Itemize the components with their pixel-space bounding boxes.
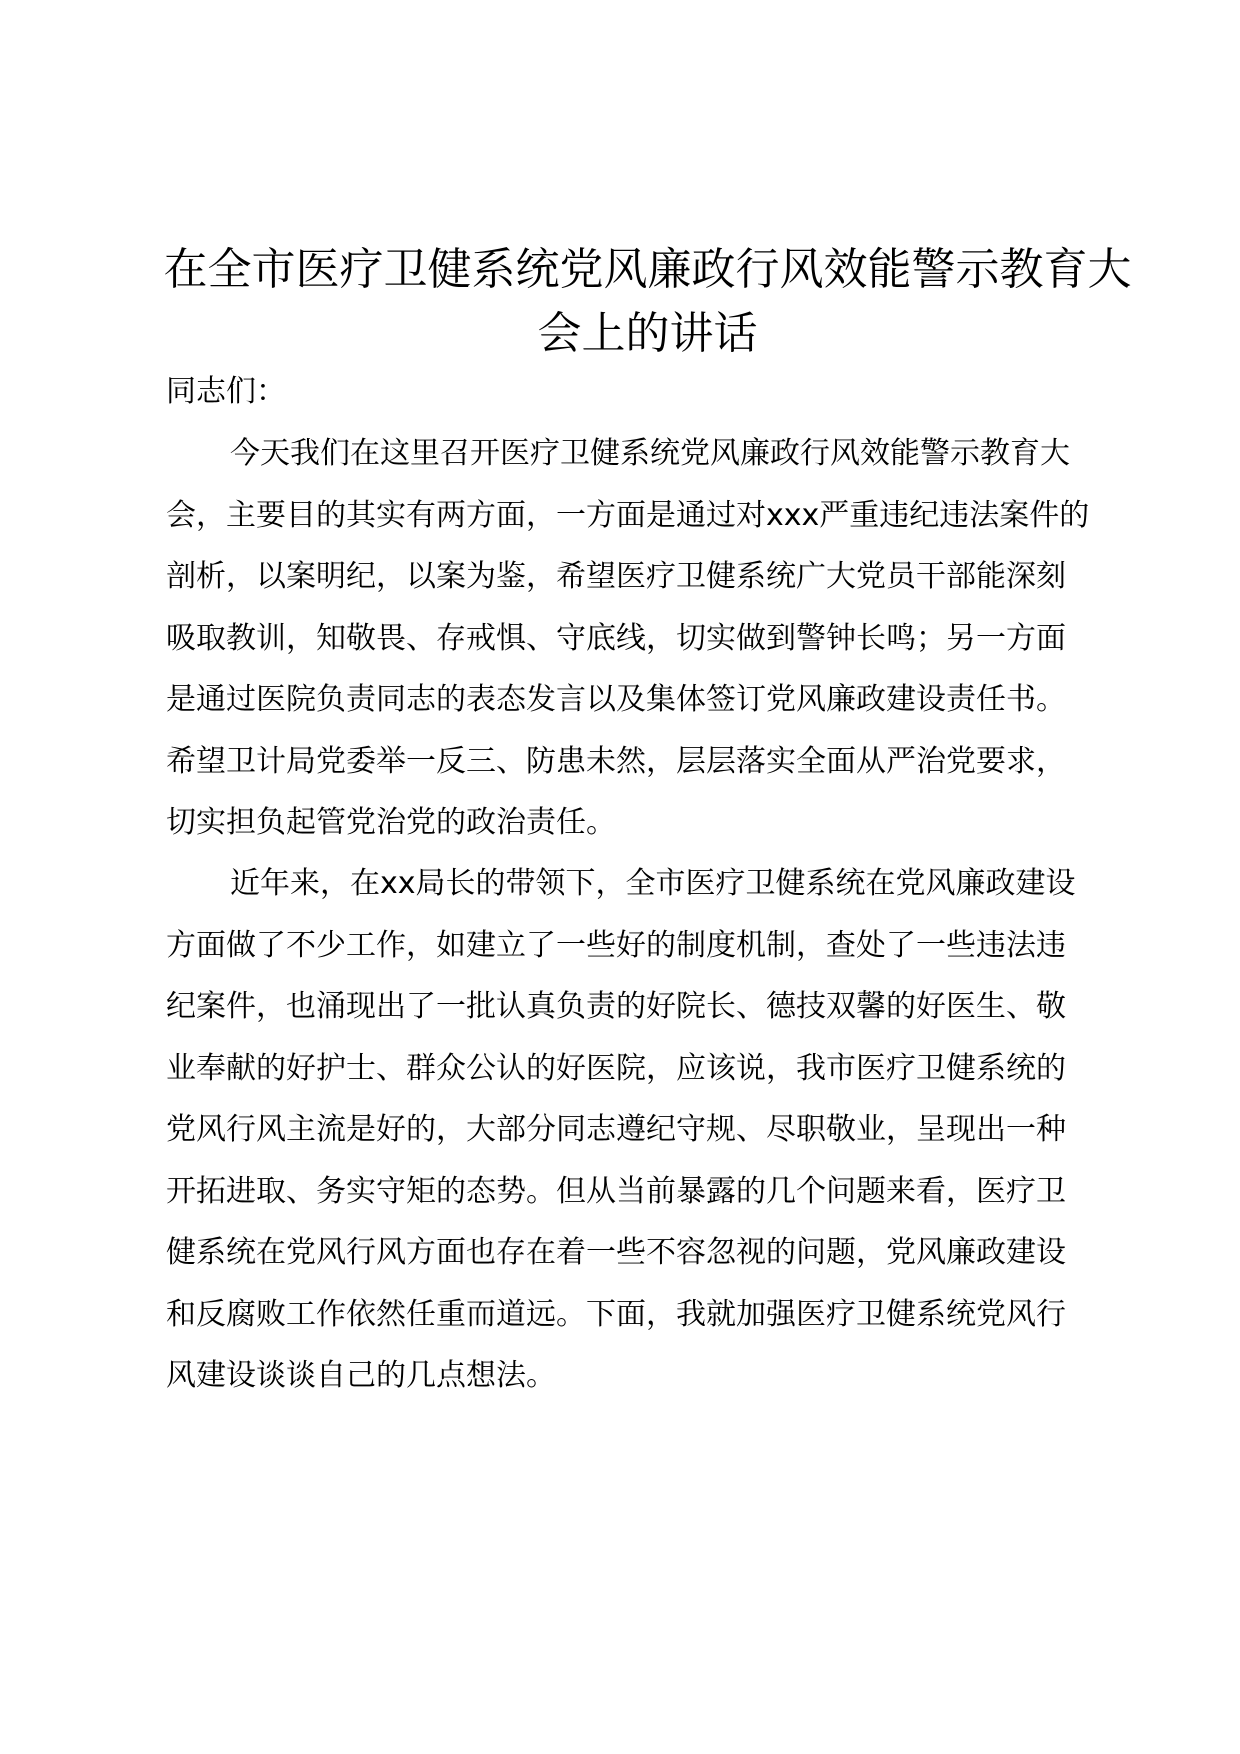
document-title: 在全市医疗卫健系统党风廉政行风效能警示教育大会上的讲话 [163, 244, 1132, 359]
paragraph-1: 今天我们在这里召开医疗卫健系统党风廉政行风效能警示教育大会，主要目的其实有两方面，一方面是通过对xxx严重违纪违法案件的剖析，以案明纪，以案为鉴，希望医疗卫健系统广大党员干部能深刻吸取教训，知敬畏、存戒惧、守底线，切实做到警钟长鸣；另一方面是通过医院负责同志的表态发言以及集体签订党风廉政建设责任书。希望卫计局党委举一反三、防患未然，层层落实全面从严治党要求，切实担负起管党治党的政治责任。 [166, 436, 1090, 840]
salutation: 同志们： [166, 374, 286, 409]
paragraph-2: 近年来，在xx局长的带领下，全市医疗卫健系统在党风廉政建设方面做了不少工作，如建立了一些好的制度机制，查处了一些违法违纪案件，也涌现出了一批认真负责的好院长、德技双馨的好医生、敬业奉献的好护士、群众公认的好医院，应该说，我市医疗卫健系统的党风行风主流是好的，大部分同志遵纪守规、尽职敬业，呈现出一种开拓进取、务实守矩的态势。但从当前暴露的几个问题来看，医疗卫健系统在党风行风方面也存在着一些不容忽视的问题，党风廉政建设和反腐败工作依然任重而道远。下面，我就加强医疗卫健系统党风行风建设谈谈自己的几点想法。 [166, 866, 1076, 1393]
